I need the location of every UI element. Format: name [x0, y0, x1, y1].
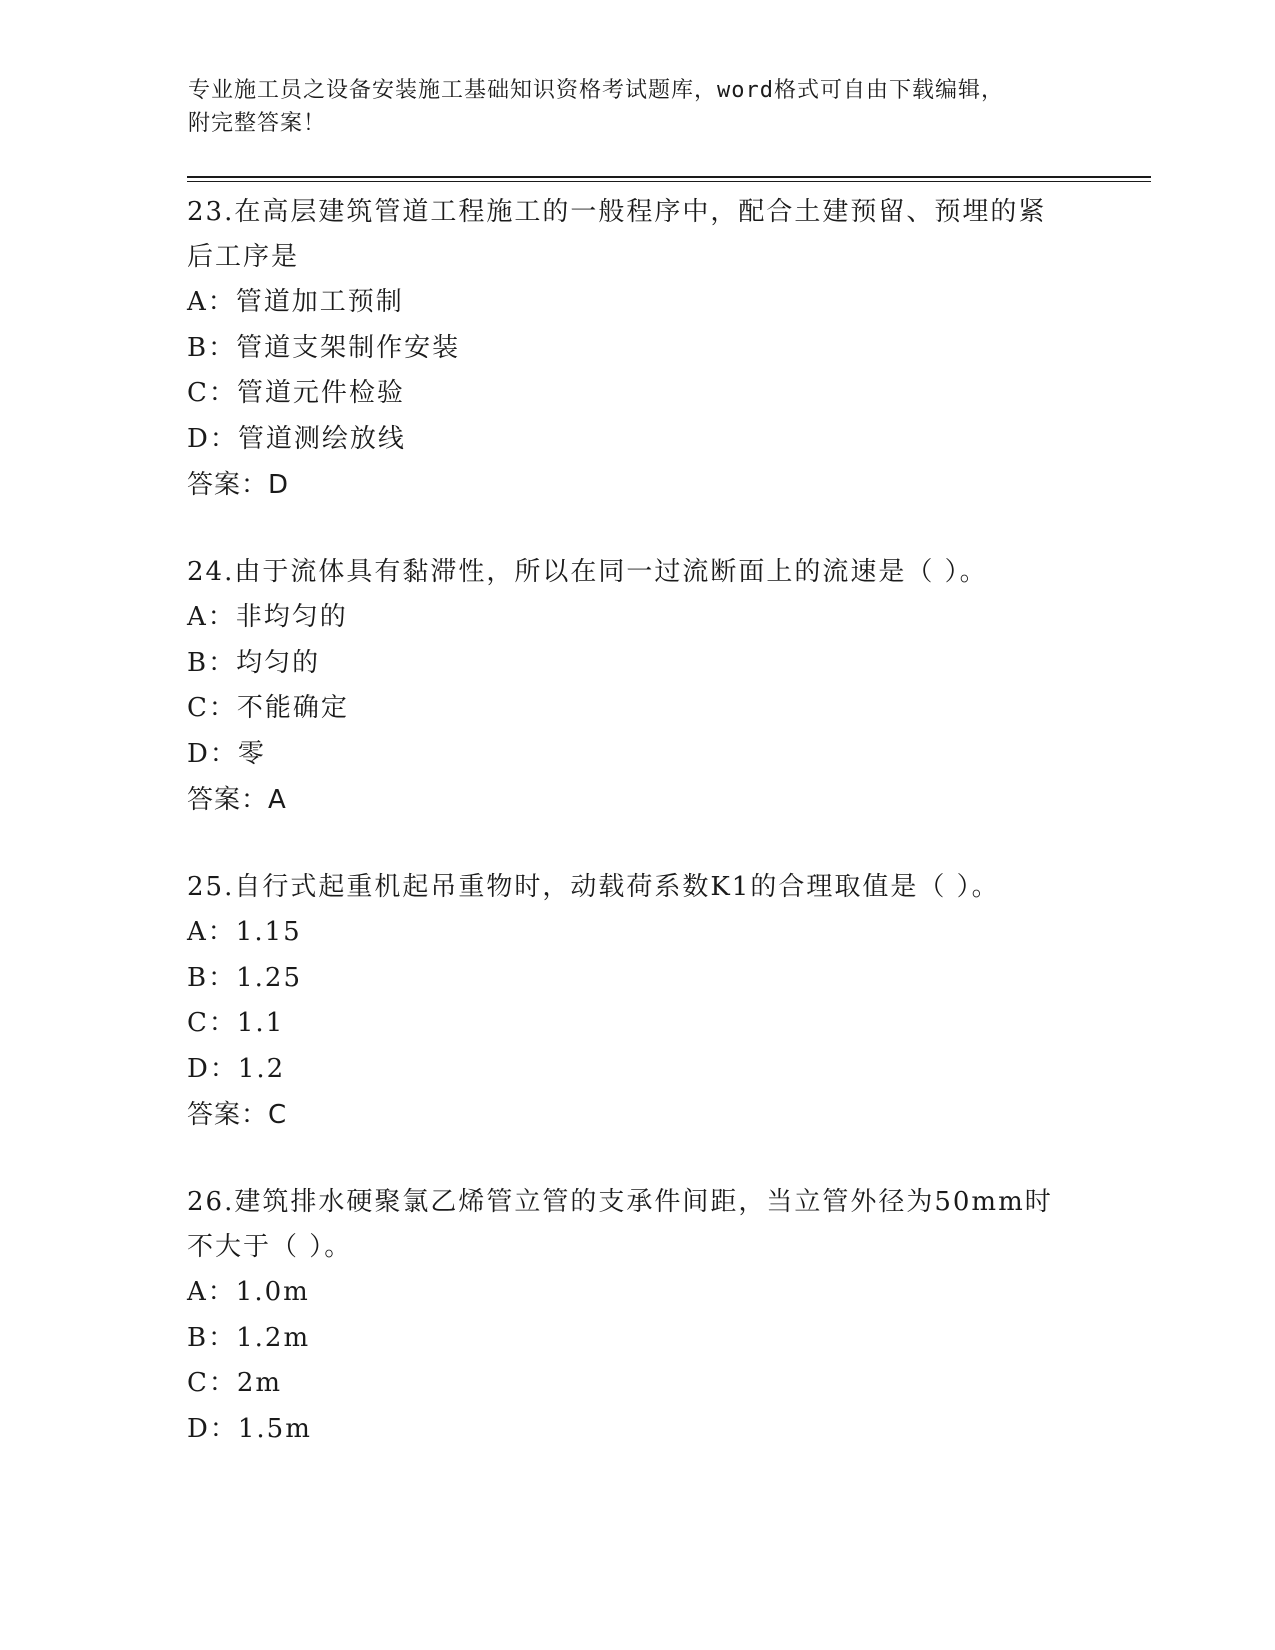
option-c: C：2m [187, 1368, 283, 1398]
question-stem: 25.自行式起重机起吊重物时，动载荷系数K1的合理取值是（ ）。 [187, 872, 1000, 902]
option-d: D：管道测绘放线 [187, 423, 406, 454]
question-stem: 24.由于流体具有黏滞性，所以在同一过流断面上的流速是（ ）。 [187, 557, 988, 587]
answer-line: 答案：D [187, 470, 290, 500]
header-note [188, 74, 1088, 140]
option-d: D：1.5m [187, 1413, 312, 1444]
answer-line: 答案：C [187, 1100, 288, 1130]
question-24 [187, 550, 1087, 823]
option-c: C：管道元件检验 [187, 378, 405, 408]
option-b: B：均匀的 [187, 647, 321, 678]
question-spacer [187, 508, 1087, 550]
header-line-1: 专业施工员之设备安装施工基础知识资格考试题库，word格式可自由下载编辑， [188, 78, 1004, 103]
option-b: B：管道支架制作安装 [187, 332, 461, 363]
option-d: D：零 [187, 738, 266, 769]
option-a: A：1.0m [187, 1277, 310, 1307]
option-c: C：1.1 [187, 1008, 285, 1038]
option-a: A：1.15 [187, 917, 302, 947]
question-spacer [187, 1138, 1087, 1180]
question-list [187, 190, 1087, 1452]
option-b: B：1.25 [187, 962, 302, 993]
option-a: A：管道加工预制 [187, 287, 404, 317]
option-b: B：1.2m [187, 1322, 311, 1353]
question-stem-continued: 后工序是 [187, 242, 300, 272]
header-divider-bottom [187, 181, 1151, 182]
question-stem: 26.建筑排水硬聚氯乙烯管立管的支承件间距，当立管外径为50mm时 [187, 1187, 1053, 1217]
header-divider-top [187, 176, 1151, 178]
question-stem-continued: 不大于（ ）。 [187, 1232, 353, 1262]
question-23 [187, 190, 1087, 508]
question-26 [187, 1180, 1087, 1452]
option-c: C：不能确定 [187, 693, 349, 723]
question-spacer [187, 823, 1087, 865]
option-d: D：1.2 [187, 1053, 286, 1084]
question-stem: 23.在高层建筑管道工程施工的一般程序中，配合土建预留、预埋的紧 [187, 197, 1047, 227]
question-25 [187, 865, 1087, 1138]
header-line-2: 附完整答案！ [188, 111, 327, 136]
answer-line: 答案：A [187, 785, 287, 815]
option-a: A：非均匀的 [187, 602, 348, 632]
